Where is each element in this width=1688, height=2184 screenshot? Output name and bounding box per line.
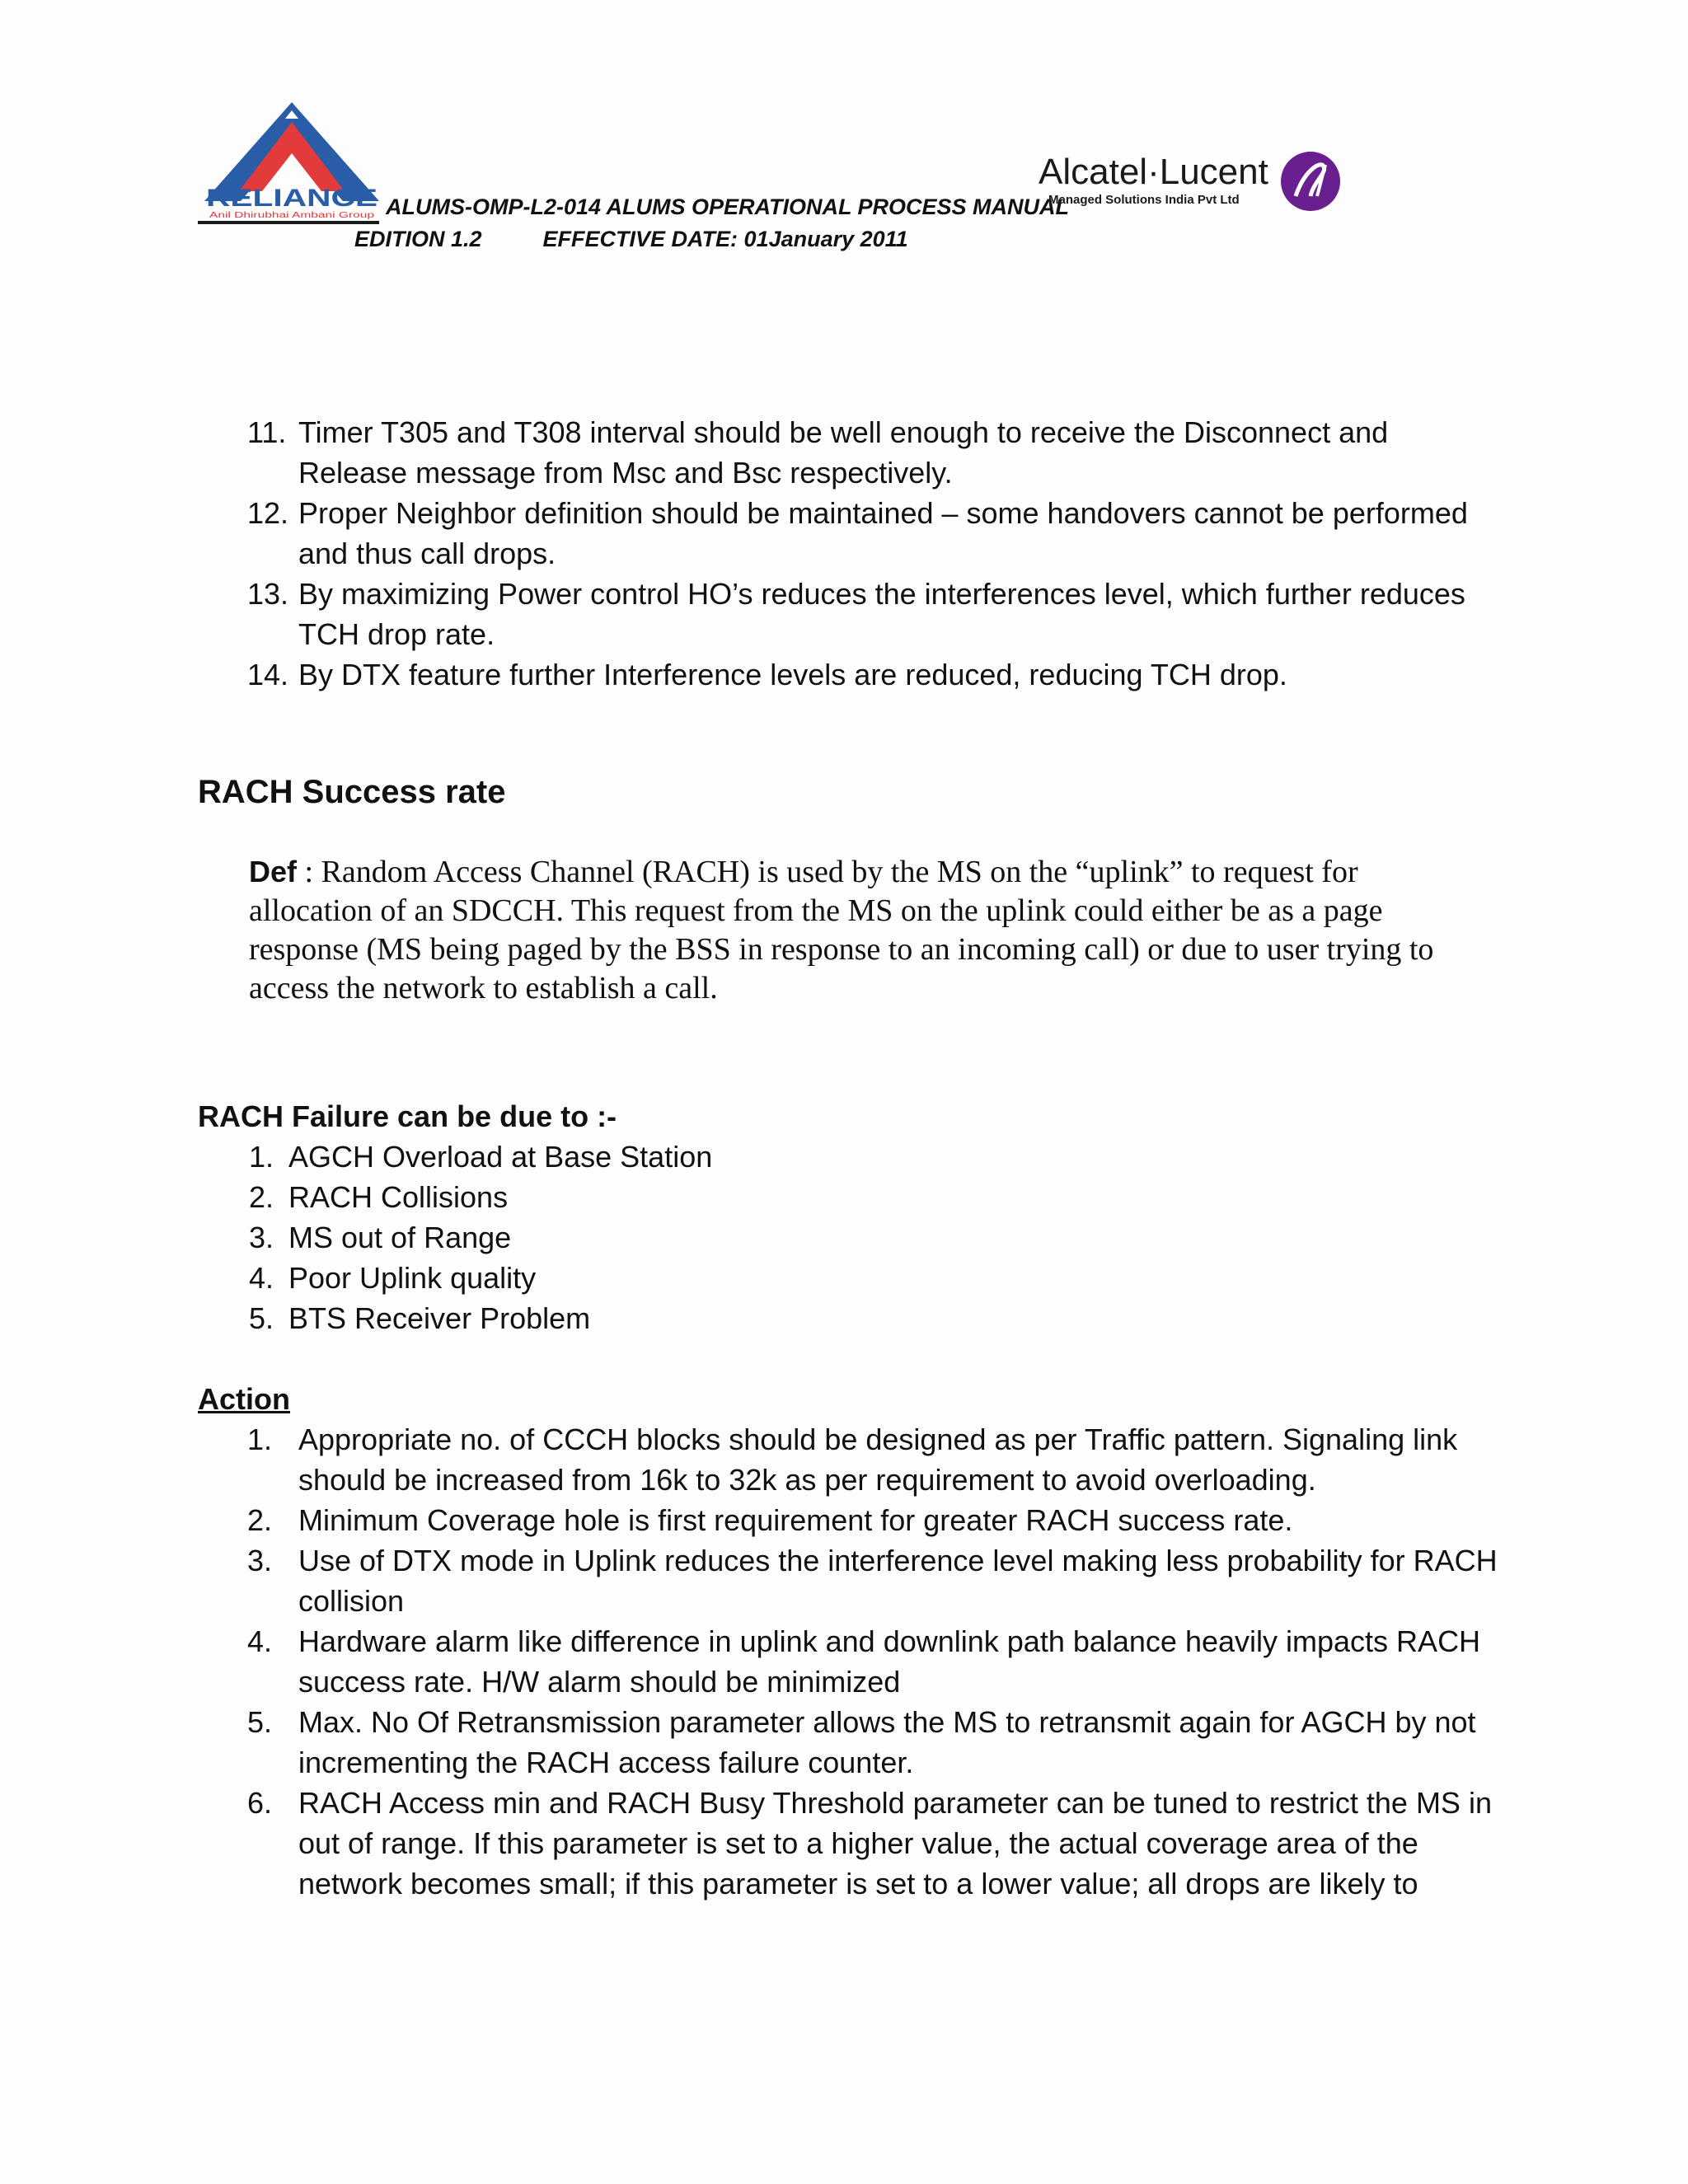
reliance-logo	[198, 99, 386, 223]
list-item: 1. Appropriate no. of CCCH blocks should be designed as per Traffic pattern. Signaling link should be increased from 16k to 32k as per requirement to avoid overloading.	[247, 1422, 1458, 1497]
list-item: 3. Use of DTX mode in Uplink reduces the interference level making less probability for RACH collision	[247, 1544, 1498, 1618]
reliance-logo-subtext: Anil Dhirubhai Ambani Group	[209, 211, 375, 220]
action-heading: Action	[198, 1382, 290, 1416]
alcatel-lucent-swirl-icon	[1278, 148, 1343, 214]
list-item: 14. By DTX feature further Interference levels are reduced, reducing TCH drop.	[247, 658, 1287, 691]
alcatel-lucent-subtext: Managed Solutions India Pvt Ltd	[1048, 193, 1240, 207]
reliance-logo-text: RELIANCE	[206, 185, 377, 212]
header-rule	[198, 221, 379, 224]
list-item: 13. By maximizing Power control HO’s reduces the interferences level, which further reduces TCH drop rate.	[247, 577, 1465, 651]
failure-list	[198, 1137, 1500, 1338]
effective-date: EFFECTIVE DATE: 01January 2011	[542, 227, 908, 251]
list-item: 2. RACH Collisions	[249, 1180, 509, 1214]
list-item: 2. Minimum Coverage hole is first requirement for greater RACH success rate.	[247, 1503, 1293, 1537]
edition-label: EDITION 1.2	[354, 227, 482, 251]
document-title: ALUMS-OMP-L2-014 ALUMS OPERATIONAL PROCESS MANUAL	[386, 194, 1070, 219]
page-header	[198, 99, 1352, 264]
section-title: RACH Success rate	[198, 774, 506, 810]
action-list	[198, 1419, 1500, 1904]
continued-list	[198, 412, 1500, 695]
list-item: 5. Max. No Of Retransmission parameter allows the MS to retransmit again for AGCH by not incrementing the RACH access failure counter.	[247, 1705, 1476, 1779]
definition-text: : Random Access Channel (RACH) is used by the MS on the “uplink” to request for allocation of an SDCCH. This request from the MS on the uplink could either be as a page response (MS being paged by the BSS in response to an incoming call) or due to user trying to access the network to establish a call.	[249, 855, 1434, 1005]
list-item: 4. Hardware alarm like difference in uplink and downlink path balance heavily impacts RACH success rate. H/W alarm should be minimized	[247, 1624, 1481, 1699]
list-item: 1. AGCH Overload at Base Station	[249, 1140, 713, 1174]
list-item: 11. Timer T305 and T308 interval should be well enough to receive the Disconnect and Release message from Msc and Bsc respectively.	[247, 415, 1389, 490]
alcatel-lucent-logo	[1039, 152, 1335, 218]
definition-paragraph	[249, 852, 1485, 1008]
alcatel-lucent-name: Alcatel·Lucent	[1039, 152, 1268, 192]
page-content	[198, 412, 1500, 1904]
list-item: 5. BTS Receiver Problem	[249, 1301, 591, 1335]
failure-heading: RACH Failure can be due to :-	[198, 1099, 617, 1133]
definition-label: Def	[249, 855, 298, 888]
list-item: 6. RACH Access min and RACH Busy Threshold parameter can be tuned to restrict the MS in out of range. If this parameter is set to a higher value, the actual coverage area of the network becomes small; if this parameter is set to a lower value; all drops are likely to	[247, 1786, 1492, 1900]
list-item: 3. MS out of Range	[249, 1221, 512, 1254]
list-item: 12. Proper Neighbor definition should be maintained – some handovers cannot be performed and thus call drops.	[247, 496, 1468, 570]
list-item: 4. Poor Uplink quality	[249, 1261, 537, 1295]
document-edition-line	[354, 227, 908, 252]
